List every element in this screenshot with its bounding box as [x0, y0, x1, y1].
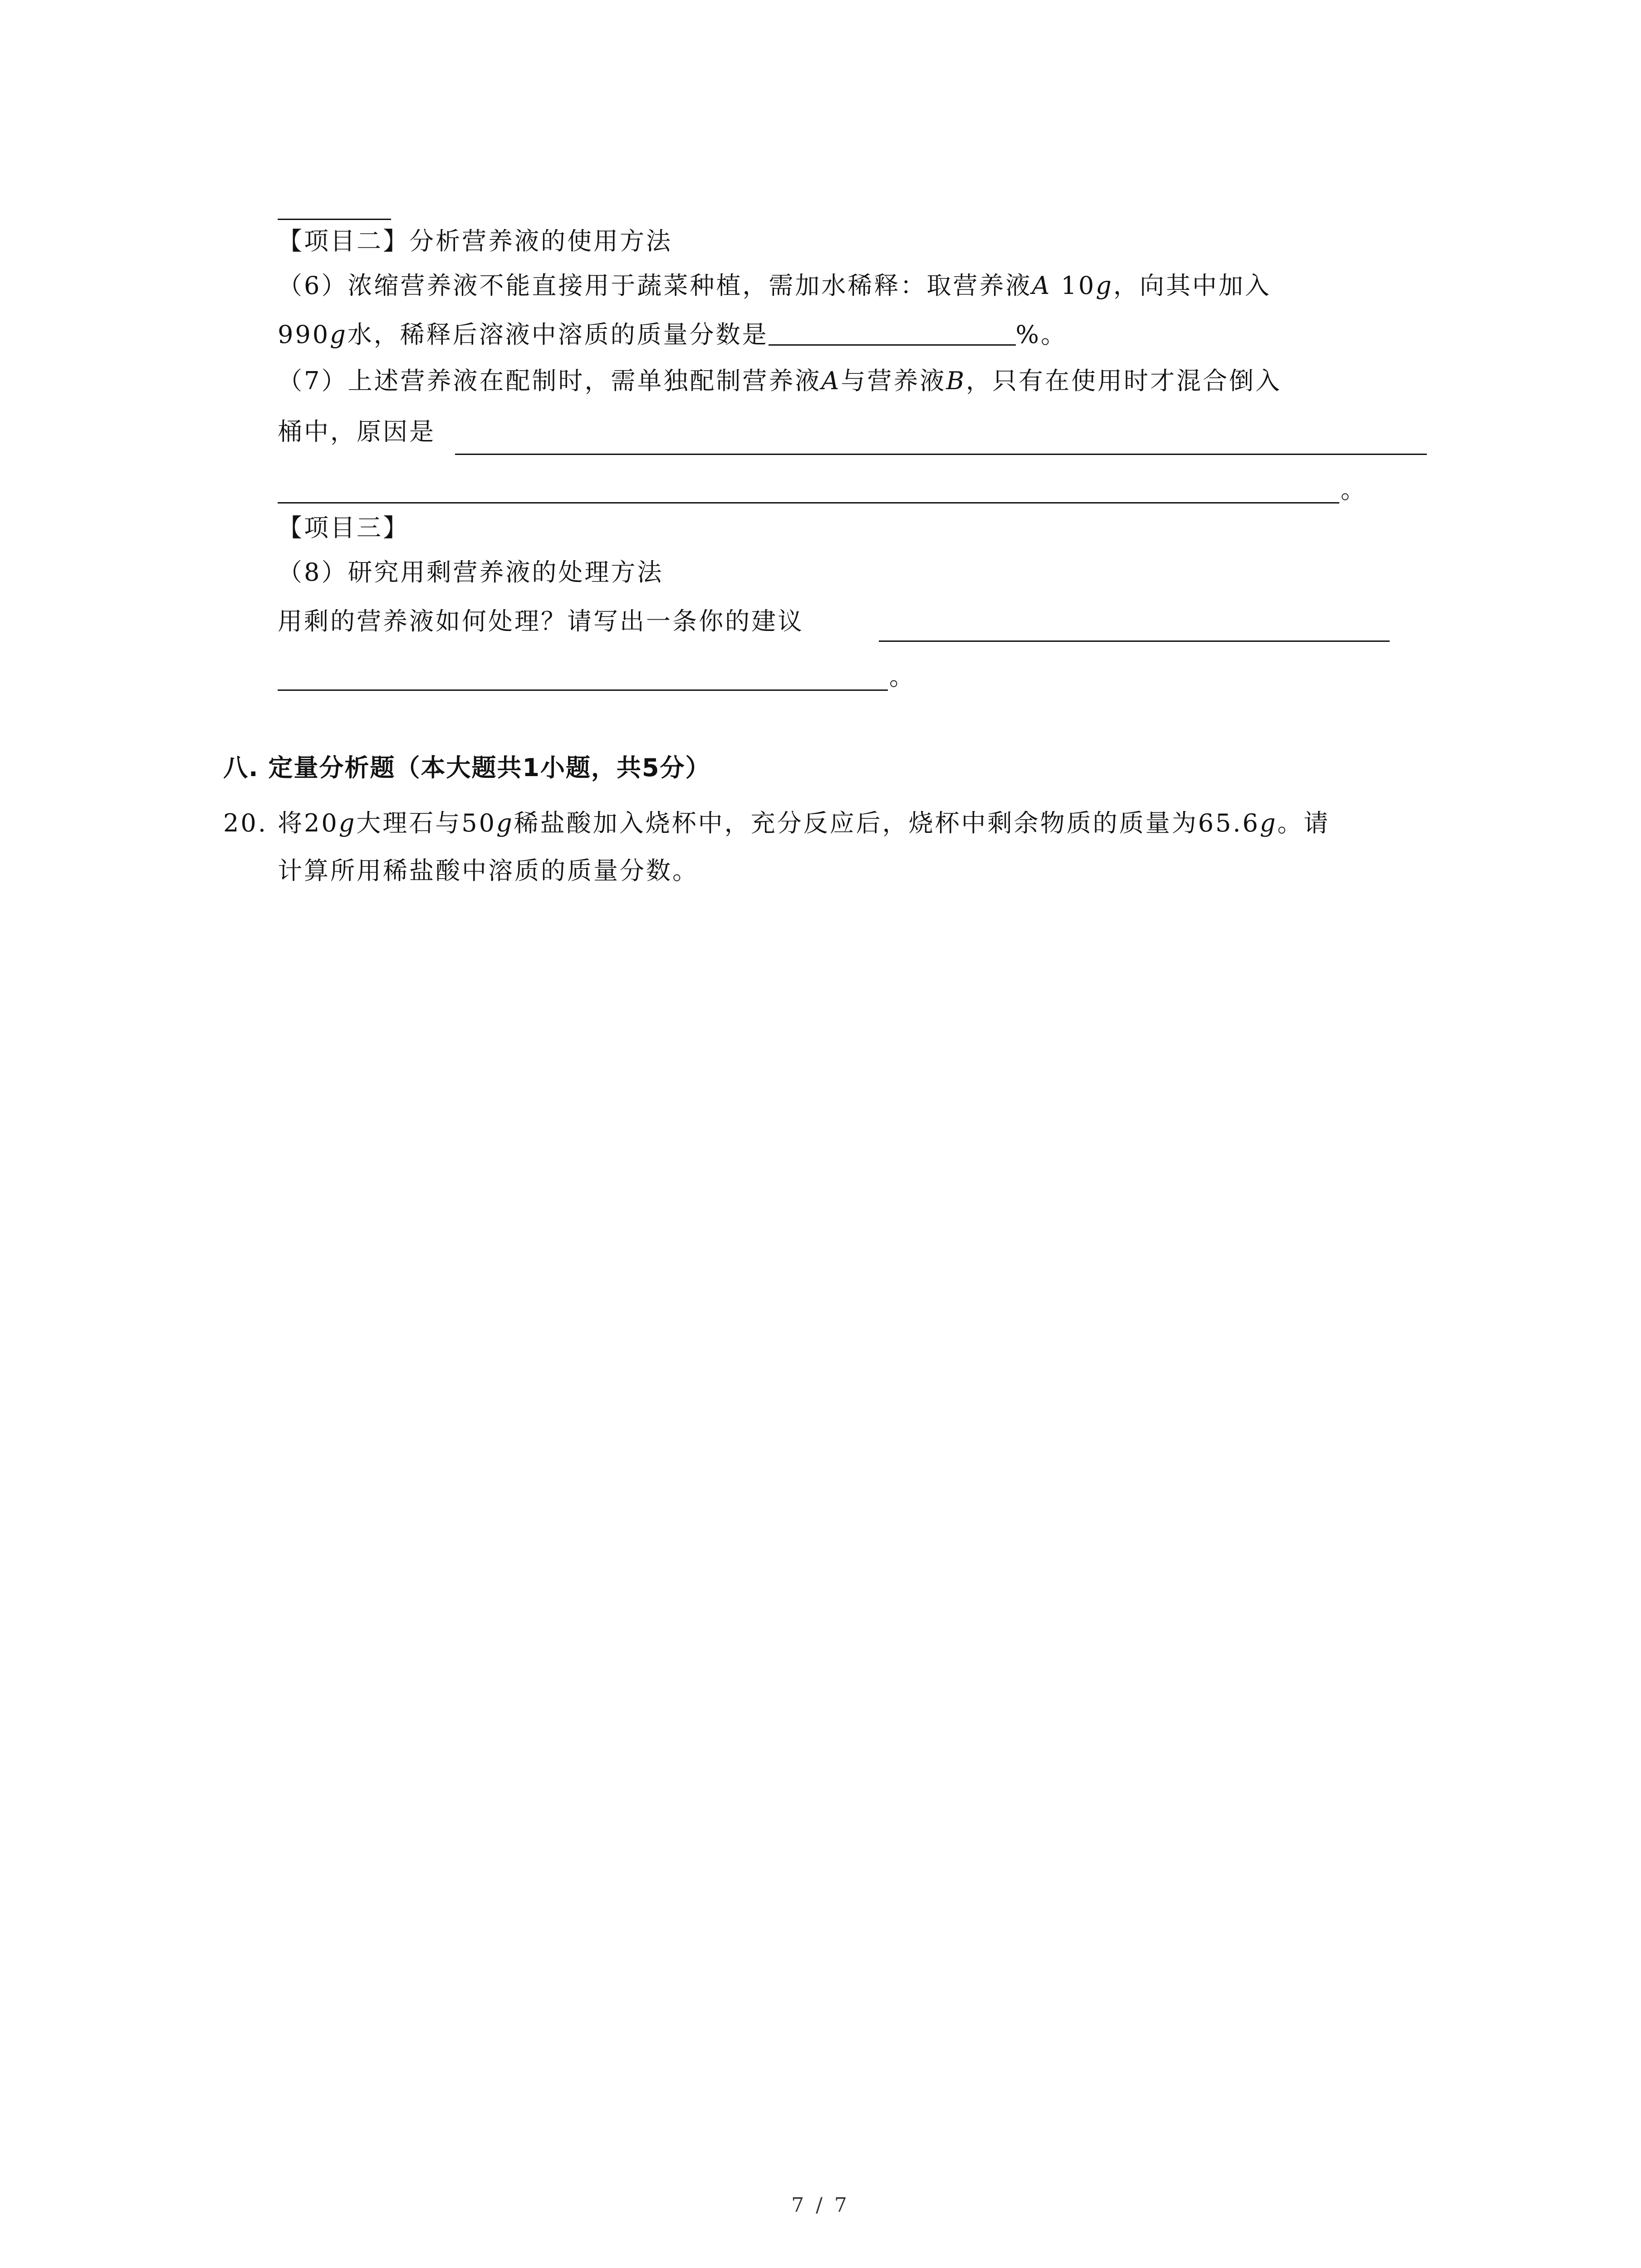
project3-header: 【项目三】: [278, 513, 409, 542]
q8-answer-line2[interactable]: [278, 689, 888, 691]
question7-line2: 桶中，原因是: [278, 417, 436, 446]
question8-prompt: 用剩的营养液如何处理？请写出一条你的建议: [278, 607, 804, 635]
section8-heading: 八. 定量分析题（本大题共1小题，共5分）: [223, 753, 711, 782]
question20-line2: 计算所用稀盐酸中溶质的质量分数。: [278, 856, 699, 885]
question7-line1: （7）上述营养液在配制时，需单独配制营养液A与营养液B，只有在使用时才混合倒入: [278, 367, 1282, 395]
q8-answer-line1[interactable]: [879, 640, 1390, 642]
q7-answer-line2[interactable]: [278, 502, 1339, 503]
question6-line2: 990g水，稀释后溶液中溶质的质量分数是 %。: [278, 320, 1067, 349]
page-number: 7 / 7: [791, 2194, 850, 2217]
question8-title: （8）研究用剩营养液的处理方法: [278, 558, 664, 587]
q7-end-mark: 。: [1341, 475, 1367, 504]
question20-number: 20.: [223, 809, 268, 837]
q7-answer-line1[interactable]: [455, 454, 1427, 455]
question6-line1: （6）浓缩营养液不能直接用于蔬菜种植，需加水稀释：取营养液A 10g，向其中加入: [278, 271, 1271, 300]
answer-line-continued[interactable]: [278, 219, 391, 220]
project2-header: 【项目二】分析营养液的使用方法: [278, 227, 672, 255]
question20-line1: 将20g大理石与50g稀盐酸加入烧杯中，充分反应后，烧杯中剩余物质的质量为65.6g。请: [278, 809, 1330, 837]
q8-end-mark: 。: [889, 662, 916, 691]
q6-answer-blank[interactable]: [769, 320, 1016, 346]
